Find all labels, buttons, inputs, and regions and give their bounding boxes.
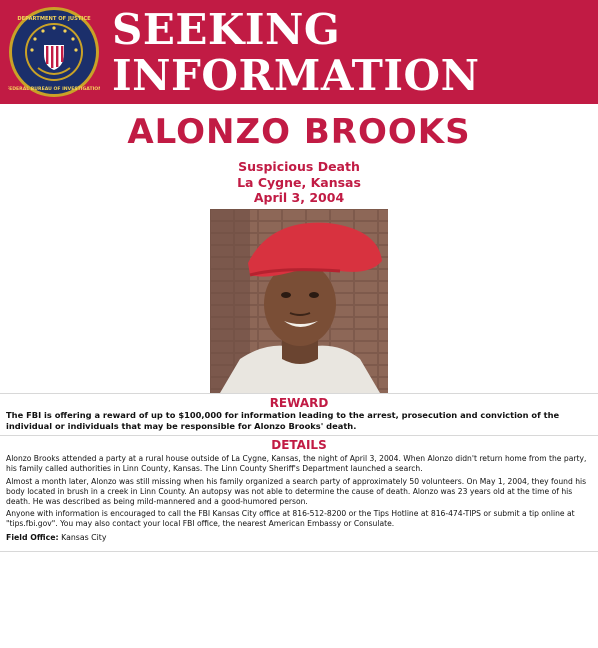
divider — [0, 393, 598, 394]
svg-text:DEPARTMENT OF JUSTICE: DEPARTMENT OF JUSTICE — [17, 16, 91, 22]
fbi-seal-icon — [8, 6, 100, 98]
divider — [0, 435, 598, 436]
svg-text:FEDERAL BUREAU OF INVESTIGATIO: FEDERAL BUREAU OF INVESTIGATION — [8, 87, 100, 92]
subject-photo — [210, 209, 388, 393]
details-paragraph-2: Almost a month later, Alonzo was still missing when his family organized a search party of approximately 50 volunteers. On May 1, 2004, they found his body located in brush in a creek in Linn County. An autopsy was not able to determine the cause of death. Alonzo was 23 years old at the time of his death. He was described as being mild-mannered and a good-humored person. — [6, 477, 587, 506]
details-paragraph-3: Anyone with information is encouraged to call the FBI Kansas City office at 816-512-8200 or the Tips Hotline at 816-474-TIPS or submit a tip online at "tips.fbi.gov". You may also contact your local FBI office, the nearest American Embassy or Consulate. — [6, 509, 575, 528]
reward-text: The FBI is offering a reward of up to $100,000 for information leading to the arrest, prosecution and conviction of the individual or individuals that may be responsible for Alonzo Brooks' death. — [6, 410, 560, 431]
details-heading: DETAILS — [271, 438, 327, 452]
field-office-label: Field Office: — [6, 533, 59, 542]
case-type: Suspicious Death — [238, 159, 360, 174]
divider — [0, 551, 598, 552]
banner-title-seeking: SEEKING — [112, 5, 341, 54]
case-location: La Cygne, Kansas — [237, 175, 361, 190]
field-office — [6, 533, 106, 543]
banner-title-information: INFORMATION — [112, 51, 480, 100]
header-banner — [0, 0, 598, 104]
reward-heading: REWARD — [269, 396, 329, 410]
subject-name: ALONZO BROOKS — [127, 112, 471, 152]
field-office-value: Kansas City — [58, 533, 107, 542]
details-paragraph-1: Alonzo Brooks attended a party at a rural house outside of La Cygne, Kansas, the night of April 3, 2004. When Alonzo didn't return home from the party, his family called authorities in Linn County, Kansas. The Linn County Sheriff's Department launched a search. — [6, 454, 587, 473]
case-date: April 3, 2004 — [253, 190, 345, 205]
